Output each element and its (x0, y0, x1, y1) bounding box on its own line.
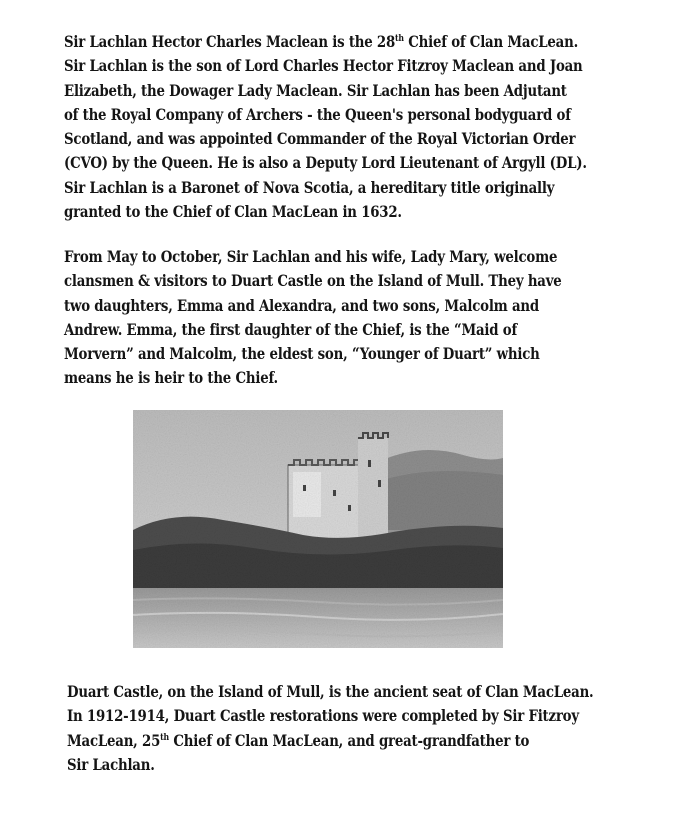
text-line: Andrew. Emma, the first daughter of the Chief, is the “Maid of (64, 319, 517, 339)
text-line: MacLean, 25th Chief of Clan MacLean, and great-grandfather to (67, 730, 530, 750)
text-line: (CVO) by the Queen. He is also a Deputy Lord Lieutenant of Argyll (DL). (64, 153, 587, 173)
text-line: In 1912-1914, Duart Castle restorations were completed by Sir Fitzroy (67, 706, 579, 726)
text-line: Sir Lachlan is the son of Lord Charles Hector Fitzroy Maclean and Joan (64, 56, 583, 76)
text-line: Sir Lachlan Hector Charles Maclean is the 28th Chief of Clan MacLean. (64, 32, 578, 51)
text-line: Sir Lachlan is a Baronet of Nova Scotia, a hereditary title originally (64, 177, 555, 197)
text-line: of the Royal Company of Archers - the Queen's personal bodyguard of (64, 104, 571, 124)
ordinal-superscript: th (395, 34, 404, 44)
text-line: means he is heir to the Chief. (64, 368, 278, 388)
text-line: Scotland, and was appointed Commander of the Royal Victorian Order (64, 129, 576, 149)
text-line: From May to October, Sir Lachlan and his wife, Lady Mary, welcome (64, 247, 558, 266)
duart-castle-photo (133, 410, 503, 648)
text-line: granted to the Chief of Clan MacLean in 1632. (64, 202, 402, 222)
ordinal-superscript: th (160, 732, 169, 743)
text-line: two daughters, Emma and Alexandra, and two sons, Malcolm and (64, 295, 539, 315)
text-line: Sir Lachlan. (67, 754, 155, 774)
text-line: Duart Castle, on the Island of Mull, is the ancient seat of Clan MacLean. (67, 682, 594, 701)
paragraph-castle-history (67, 680, 593, 777)
text-line: clansmen & visitors to Duart Castle on the Island of Mull. They have (64, 271, 562, 291)
text-line: Elizabeth, the Dowager Lady Maclean. Sir Lachlan has been Adjutant (64, 80, 567, 100)
text-line: Morvern” and Malcolm, the eldest son, “Younger of Duart” which (64, 344, 540, 364)
paragraph-family-visitors (64, 245, 562, 391)
paragraph-chief-biography (64, 30, 587, 224)
